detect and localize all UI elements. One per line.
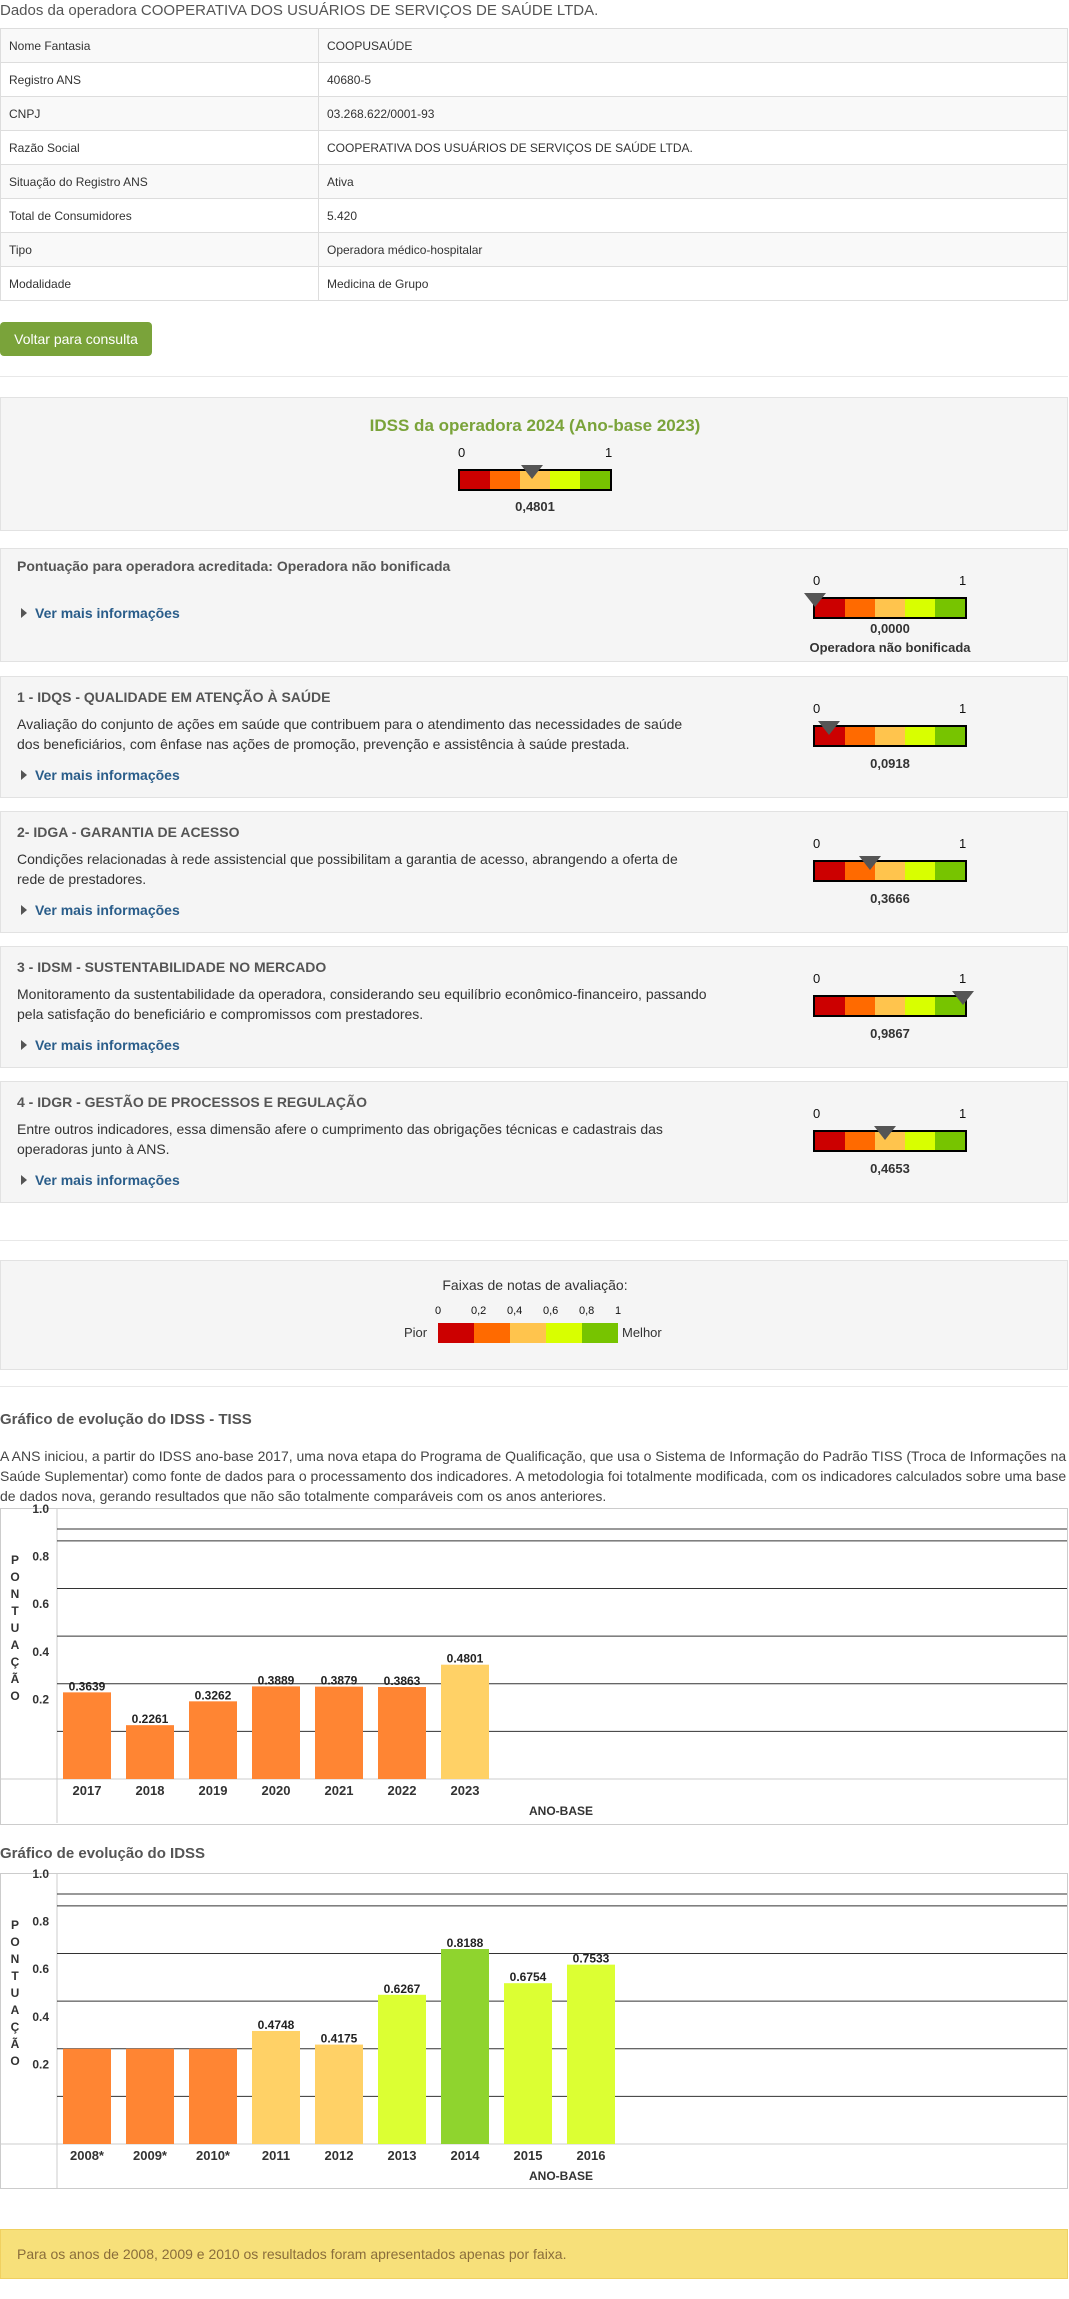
info-key: Situação do Registro ANS <box>1 165 319 199</box>
gauge-max-label: 1 <box>959 836 967 851</box>
gauge-max-label: 1 <box>959 971 967 986</box>
dimension-panel <box>0 811 1068 933</box>
info-row <box>1 165 1068 199</box>
idss-chart-svg <box>1 1866 1067 2188</box>
dimension-title: 4 - IDGR - GESTÃO DE PROCESSOS E REGULAÇÃO <box>17 1094 368 1110</box>
gauge-min-label: 0 <box>813 971 821 986</box>
tiss-note: A ANS iniciou, a partir do IDSS ano-base 2017, uma nova etapa do Programa de Qualificação, que usa o Sistema de Informação do Padrão TISS (Troca de Informações na Saúde Suplementar) como fonte de dados para o processamento dos indicadores. A metodologia foi totalmente modificada, com os indicadores calculados sobre uma base de dados nova, gerando resultados que não são totalmente comparáveis com os anos anteriores. <box>0 1448 1067 1504</box>
bar <box>567 1965 615 2144</box>
caret-right-icon <box>21 1175 27 1185</box>
bar <box>504 1983 552 2144</box>
x-tick-label: 2016 <box>576 2148 606 2163</box>
y-axis-label-char: O <box>10 1935 20 1949</box>
bar-value-label: 0.7533 <box>572 1951 610 1966</box>
y-tick-label: 0.2 <box>32 1692 49 1707</box>
dimension-panel <box>0 946 1068 1068</box>
faixas-panel <box>0 1260 1068 1370</box>
idss-value: 0,4801 <box>515 499 555 514</box>
y-axis-label-char: P <box>10 1918 20 1932</box>
y-axis-label-char: T <box>11 1604 19 1618</box>
info-row <box>1 199 1068 233</box>
gauge-marker-icon <box>804 593 826 607</box>
dimension-description: Condições relacionadas à rede assistencial que possibilitam a garantia de acesso, abrangendo a oferta de rede de prestadores. <box>17 851 678 887</box>
bar <box>189 1701 237 1779</box>
bar-value-label: 0.4801 <box>446 1651 484 1666</box>
y-axis-label-char: Ç <box>10 1655 20 1669</box>
faixas-worst-label: Pior <box>404 1325 428 1340</box>
y-axis-label-char: U <box>10 1621 20 1635</box>
more-info-link[interactable]: Ver mais informações <box>21 605 180 621</box>
divider <box>0 376 1068 377</box>
info-value: 40680-5 <box>319 63 1068 97</box>
dimension-value: 0,3666 <box>870 891 910 906</box>
faixa-tick-label: 0 <box>435 1305 442 1317</box>
faixa-tick-label: 0,2 <box>471 1305 487 1317</box>
y-axis-label-char: U <box>10 1986 20 2000</box>
idss-title: IDSS da operadora 2024 (Ano-base 2023) <box>369 416 701 435</box>
info-value: Operadora médico-hospitalar <box>319 233 1068 267</box>
info-key: Modalidade <box>1 267 319 301</box>
x-tick-label: 2013 <box>387 2148 417 2163</box>
y-axis-label-char: O <box>10 1689 20 1703</box>
info-value: COOPERATIVA DOS USUÁRIOS DE SERVIÇOS DE SAÚDE LTDA. <box>319 131 1068 165</box>
y-axis-label-char: T <box>11 1969 19 1983</box>
x-tick-label: 2008* <box>70 2148 104 2163</box>
bar <box>252 2031 300 2144</box>
dimension-value: 0,0918 <box>870 756 910 771</box>
dimension-title: 1 - IDQS - QUALIDADE EM ATENÇÃO À SAÚDE <box>17 689 331 705</box>
x-tick-label: 2010* <box>196 2148 230 2163</box>
accredited-title: Pontuação para operadora acreditada: Operadora não bonificada <box>17 558 451 574</box>
y-axis-label-char: O <box>10 1570 20 1584</box>
dimension-value: 0,9867 <box>870 1026 910 1041</box>
gauge-min-label: 0 <box>813 573 821 588</box>
gauge-max-label: 1 <box>959 701 967 716</box>
bar-value-label: 0.2261 <box>131 1712 169 1727</box>
y-axis-label-char: P <box>10 1553 20 1567</box>
caret-right-icon <box>21 770 27 780</box>
idss-chart-title: Gráfico de evolução do IDSS <box>0 1845 206 1862</box>
y-axis-label-char: N <box>10 1952 20 1966</box>
y-tick-label: 0.2 <box>32 2057 49 2072</box>
faixas-scale <box>438 1323 618 1343</box>
divider <box>0 1240 1068 1241</box>
gauge-min-label: 0 <box>813 701 821 716</box>
bar <box>252 1686 300 1779</box>
accredited-gauge <box>813 597 967 619</box>
idss-gauge <box>458 469 612 491</box>
bar-value-label: 0.3889 <box>257 1673 295 1688</box>
dimension-panel <box>0 676 1068 798</box>
gauge-max-label: 1 <box>959 1106 967 1121</box>
y-axis-label-char: A <box>10 1638 20 1652</box>
accredited-value: 0,0000 <box>870 621 910 636</box>
operator-info-table <box>0 28 1068 301</box>
faixa-tick-label: 0,6 <box>543 1305 559 1317</box>
faixas-title: Faixas de notas de avaliação: <box>442 1277 628 1293</box>
x-tick-label: 2022 <box>387 1783 417 1798</box>
bar-value-label: 0.4175 <box>320 2031 358 2046</box>
more-info-link[interactable]: Ver mais informações <box>21 1037 180 1053</box>
info-row <box>1 131 1068 165</box>
bar <box>315 2045 363 2144</box>
dimension-gauge <box>813 995 967 1017</box>
bar-value-label: 0.3879 <box>320 1673 358 1688</box>
y-tick-label: 1.0 <box>32 1501 49 1516</box>
gauge-max-label: 1 <box>605 445 613 460</box>
info-value: COOPUSAÚDE <box>319 29 1068 63</box>
info-value: 03.268.622/0001-93 <box>319 97 1068 131</box>
dimension-gauge <box>813 725 967 747</box>
info-row <box>1 97 1068 131</box>
page-title: Dados da operadora COOPERATIVA DOS USUÁRIOS DE SERVIÇOS DE SAÚDE LTDA. <box>0 2 599 19</box>
gauge-marker-icon <box>952 991 974 1005</box>
x-tick-label: 2014 <box>450 2148 480 2163</box>
bar-value-label: 0.3863 <box>383 1674 421 1689</box>
back-to-search-button[interactable]: Voltar para consulta <box>0 322 152 356</box>
x-tick-label: 2011 <box>261 2148 291 2163</box>
gauge-max-label: 1 <box>959 573 967 588</box>
info-row <box>1 233 1068 267</box>
idss-panel <box>0 397 1068 531</box>
info-row <box>1 63 1068 97</box>
x-tick-label: 2023 <box>450 1783 480 1798</box>
gauge-marker-icon <box>874 1126 896 1140</box>
x-axis-label: ANO-BASE <box>528 1804 594 1818</box>
caret-right-icon <box>21 905 27 915</box>
dimension-value: 0,4653 <box>870 1161 910 1176</box>
info-key: Nome Fantasia <box>1 29 319 63</box>
gauge-min-label: 0 <box>813 836 821 851</box>
info-key: Tipo <box>1 233 319 267</box>
gauge-marker-icon <box>818 721 840 735</box>
y-tick-label: 0.4 <box>32 1644 49 1659</box>
info-key: CNPJ <box>1 97 319 131</box>
x-tick-label: 2009* <box>133 2148 167 2163</box>
info-value: Ativa <box>319 165 1068 199</box>
x-tick-label: 2019 <box>198 1783 228 1798</box>
faixa-tick-label: 0,4 <box>507 1305 523 1317</box>
bar <box>441 1665 489 1779</box>
bar <box>126 2049 174 2144</box>
info-row <box>1 267 1068 301</box>
divider <box>0 1386 1068 1387</box>
info-key: Registro ANS <box>1 63 319 97</box>
faixa-tick-label: 1 <box>615 1305 622 1317</box>
accredited-status: Operadora não bonificada <box>809 640 971 655</box>
bar-value-label: 0.4748 <box>257 2017 295 2032</box>
bar <box>63 1692 111 1779</box>
bar-value-label: 0.6754 <box>509 1970 547 1985</box>
more-info-link[interactable]: Ver mais informações <box>21 767 180 783</box>
info-key: Total de Consumidores <box>1 199 319 233</box>
info-value: 5.420 <box>319 199 1068 233</box>
y-tick-label: 0.6 <box>32 1962 49 1977</box>
dimension-panel <box>0 1081 1068 1203</box>
faixas-best-label: Melhor <box>622 1325 662 1340</box>
more-info-link[interactable]: Ver mais informações <box>21 902 180 918</box>
tiss-chart <box>0 1501 1068 1825</box>
y-tick-label: 0.8 <box>32 1914 49 1929</box>
tiss-chart-title: Gráfico de evolução do IDSS - TISS <box>0 1411 252 1428</box>
x-tick-label: 2012 <box>324 2148 354 2163</box>
accredited-panel <box>0 548 1068 662</box>
y-axis-label-char: N <box>10 1587 20 1601</box>
y-axis-label-char: Ã <box>10 1672 20 1686</box>
x-tick-label: 2020 <box>261 1783 291 1798</box>
x-tick-label: 2017 <box>72 1783 102 1798</box>
bar <box>441 1949 489 2144</box>
bar-value-label: 0.3262 <box>194 1688 232 1703</box>
x-tick-label: 2015 <box>513 2148 543 2163</box>
faixa-tick-label: 0,8 <box>579 1305 595 1317</box>
tiss-chart-svg <box>1 1501 1067 1824</box>
more-info-link[interactable]: Ver mais informações <box>21 1172 180 1188</box>
gauge-min-label: 0 <box>813 1106 821 1121</box>
y-axis-label-char: A <box>10 2003 20 2017</box>
dimension-gauge <box>813 1130 967 1152</box>
bar <box>378 1995 426 2144</box>
y-tick-label: 0.6 <box>32 1597 49 1612</box>
gauge-marker-icon <box>521 465 543 479</box>
bar <box>378 1687 426 1779</box>
bar <box>126 1725 174 1779</box>
y-tick-label: 0.4 <box>32 2009 49 2024</box>
info-key: Razão Social <box>1 131 319 165</box>
dimension-title: 3 - IDSM - SUSTENTABILIDADE NO MERCADO <box>17 959 327 975</box>
caret-right-icon <box>21 608 27 618</box>
info-value: Medicina de Grupo <box>319 267 1068 301</box>
bar-value-label: 0.8188 <box>446 1936 484 1951</box>
x-axis-label: ANO-BASE <box>528 2169 594 2183</box>
y-tick-label: 0.8 <box>32 1549 49 1564</box>
dimension-description: Monitoramento da sustentabilidade da operadora, considerando seu equilíbrio econômico-financeiro, passando pela satisfação do beneficiário e compromissos com prestadores. <box>17 986 707 1022</box>
dimension-description: Avaliação do conjunto de ações em saúde que contribuem para o atendimento das necessidades de saúde dos beneficiários, com ênfase nas ações de promoção, prevenção e assistência à saúde prestada. <box>17 716 683 752</box>
bar <box>315 1687 363 1779</box>
y-axis-label-char: Ã <box>10 2037 20 2051</box>
y-tick-label: 1.0 <box>32 1866 49 1881</box>
bar <box>189 2049 237 2144</box>
dimension-gauge <box>813 860 967 882</box>
gauge-marker-icon <box>859 856 881 870</box>
dimension-title: 2- IDGA - GARANTIA DE ACESSO <box>17 824 240 840</box>
dimension-description: Entre outros indicadores, essa dimensão afere o cumprimento das obrigações técnicas e cadastrais das operadoras junto à ANS. <box>17 1121 663 1157</box>
bar <box>63 2049 111 2144</box>
idss-chart <box>0 1866 1068 2189</box>
y-axis-label-char: O <box>10 2054 20 2068</box>
caret-right-icon <box>21 1040 27 1050</box>
bar-value-label: 0.3639 <box>68 1679 106 1694</box>
bar-value-label: 0.6267 <box>383 1981 421 1996</box>
info-row <box>1 29 1068 63</box>
y-axis-label-char: Ç <box>10 2020 20 2034</box>
gauge-min-label: 0 <box>458 445 466 460</box>
x-tick-label: 2021 <box>324 1783 354 1798</box>
footnote-alert: Para os anos de 2008, 2009 e 2010 os resultados foram apresentados apenas por faixa. <box>0 2229 1068 2279</box>
x-tick-label: 2018 <box>135 1783 165 1798</box>
